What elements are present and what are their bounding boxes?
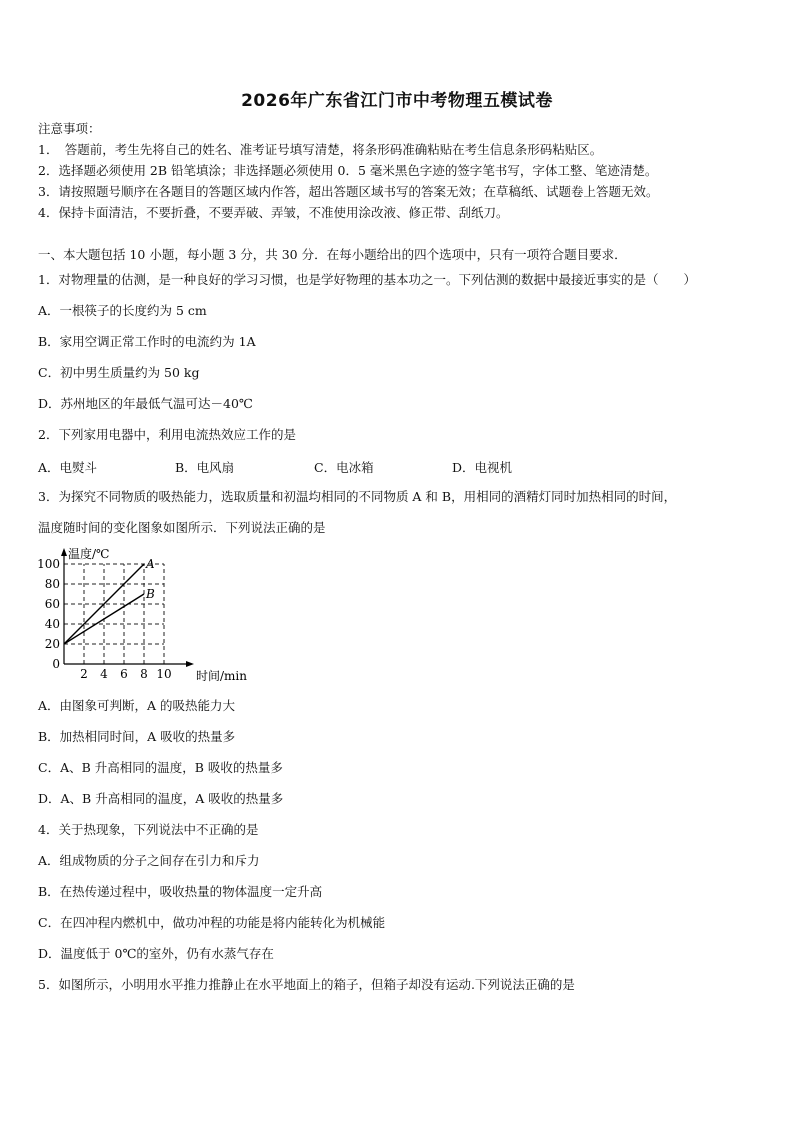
- y-tick-label: 80: [44, 577, 60, 591]
- y-axis-arrow: [61, 548, 67, 556]
- q3-option-d: D．A、B 升高相同的温度，A 吸收的热量多: [38, 791, 284, 806]
- q4-stem: 4．关于热现象，下列说法中不正确的是: [38, 822, 259, 837]
- q2-option-c: C．电冰箱: [314, 460, 374, 475]
- q4-option-c: C．在四冲程内燃机中，做功冲程的功能是将内能转化为机械能: [38, 915, 386, 930]
- series-label-b: B: [146, 587, 155, 601]
- series-label-a: A: [146, 557, 155, 571]
- notice-heading: 注意事项：: [38, 121, 101, 136]
- q1-option-d: D．苏州地区的年最低气温可达－40℃: [38, 396, 253, 411]
- x-tick-label: 8: [140, 667, 148, 681]
- x-axis-label: 时间/min: [196, 669, 247, 683]
- x-tick-label: 4: [100, 667, 108, 681]
- q4-option-d: D．温度低于 0℃的室外，仍有水蒸气存在: [38, 946, 274, 961]
- q2-option-b: B．电风扇: [175, 460, 235, 475]
- q4-option-a: A．组成物质的分子之间存在引力和斥力: [38, 853, 260, 868]
- temperature-time-chart: [28, 546, 248, 692]
- x-tick-label: 2: [80, 667, 88, 681]
- x-tick-label: 6: [120, 667, 128, 681]
- section-heading: 一、本大题包括 10 小题，每小题 3 分，共 30 分．在每小题给出的四个选项中，只有一项符合题目要求．: [38, 247, 627, 262]
- notice-item-4: 4．保持卡面清洁，不要折叠，不要弄破、弄皱，不准使用涂改液、修正带、刮纸刀。: [38, 205, 509, 220]
- notice-item-3: 3．请按照题号顺序在各题目的答题区域内作答，超出答题区域书写的答案无效；在草稿纸、试题卷上答题无效。: [38, 184, 659, 199]
- x-tick-label: 10: [156, 667, 172, 681]
- q1-option-b: B．家用空调正常工作时的电流约为 1A: [38, 334, 256, 349]
- q3-option-b: B．加热相同时间，A 吸收的热量多: [38, 729, 236, 744]
- page-title: 2026年广东省江门市中考物理五模试卷: [241, 91, 553, 111]
- y-axis-label: 温度/℃: [68, 547, 110, 561]
- x-axis-arrow: [186, 661, 194, 667]
- q3-stem-line2: 温度随时间的变化图象如图所示．下列说法正确的是: [38, 520, 326, 535]
- q2-option-a: A．电熨斗: [38, 460, 98, 475]
- y-tick-label: 0: [52, 657, 60, 671]
- q2-options: [38, 458, 758, 474]
- notice-item-2: 2．选择题必须使用 2B 铅笔填涂；非选择题必须使用 0．5 毫米黑色字迹的签字笔书写，字体工整、笔迹清楚。: [38, 163, 658, 178]
- y-tick-label: 20: [44, 637, 60, 651]
- q2-stem: 2．下列家用电器中，利用电流热效应工作的是: [38, 427, 296, 442]
- q1-stem: 1．对物理量的估测，是一种良好的学习习惯，也是学好物理的基本功之一。下列估测的数据中最接近事实的是（ ）: [38, 272, 696, 287]
- series-line-b: [64, 594, 144, 644]
- q4-option-b: B．在热传递过程中，吸收热量的物体温度一定升高: [38, 884, 323, 899]
- y-tick-label: 40: [44, 617, 60, 631]
- y-tick-label: 100: [37, 557, 60, 571]
- notice-item-1: 1． 答题前，考生先将自己的姓名、准考证号填写清楚，将条形码准确粘贴在考生信息条形码粘贴区。: [38, 142, 603, 157]
- q1-option-c: C．初中男生质量约为 50 kg: [38, 365, 200, 380]
- q3-option-c: C．A、B 升高相同的温度，B 吸收的热量多: [38, 760, 283, 775]
- y-tick-label: 60: [44, 597, 60, 611]
- q3-stem-line1: 3．为探究不同物质的吸热能力，选取质量和初温均相同的不同物质 A 和 B，用相同的酒精灯同时加热相同的时间，: [38, 489, 677, 504]
- q1-option-a: A．一根筷子的长度约为 5 cm: [38, 303, 207, 318]
- q3-option-a: A．由图象可判断，A 的吸热能力大: [38, 698, 236, 713]
- q2-option-d: D．电视机: [452, 460, 513, 475]
- q5-stem: 5．如图所示，小明用水平推力推静止在水平地面上的箱子，但箱子却没有运动.下列说法正确的是: [38, 977, 575, 992]
